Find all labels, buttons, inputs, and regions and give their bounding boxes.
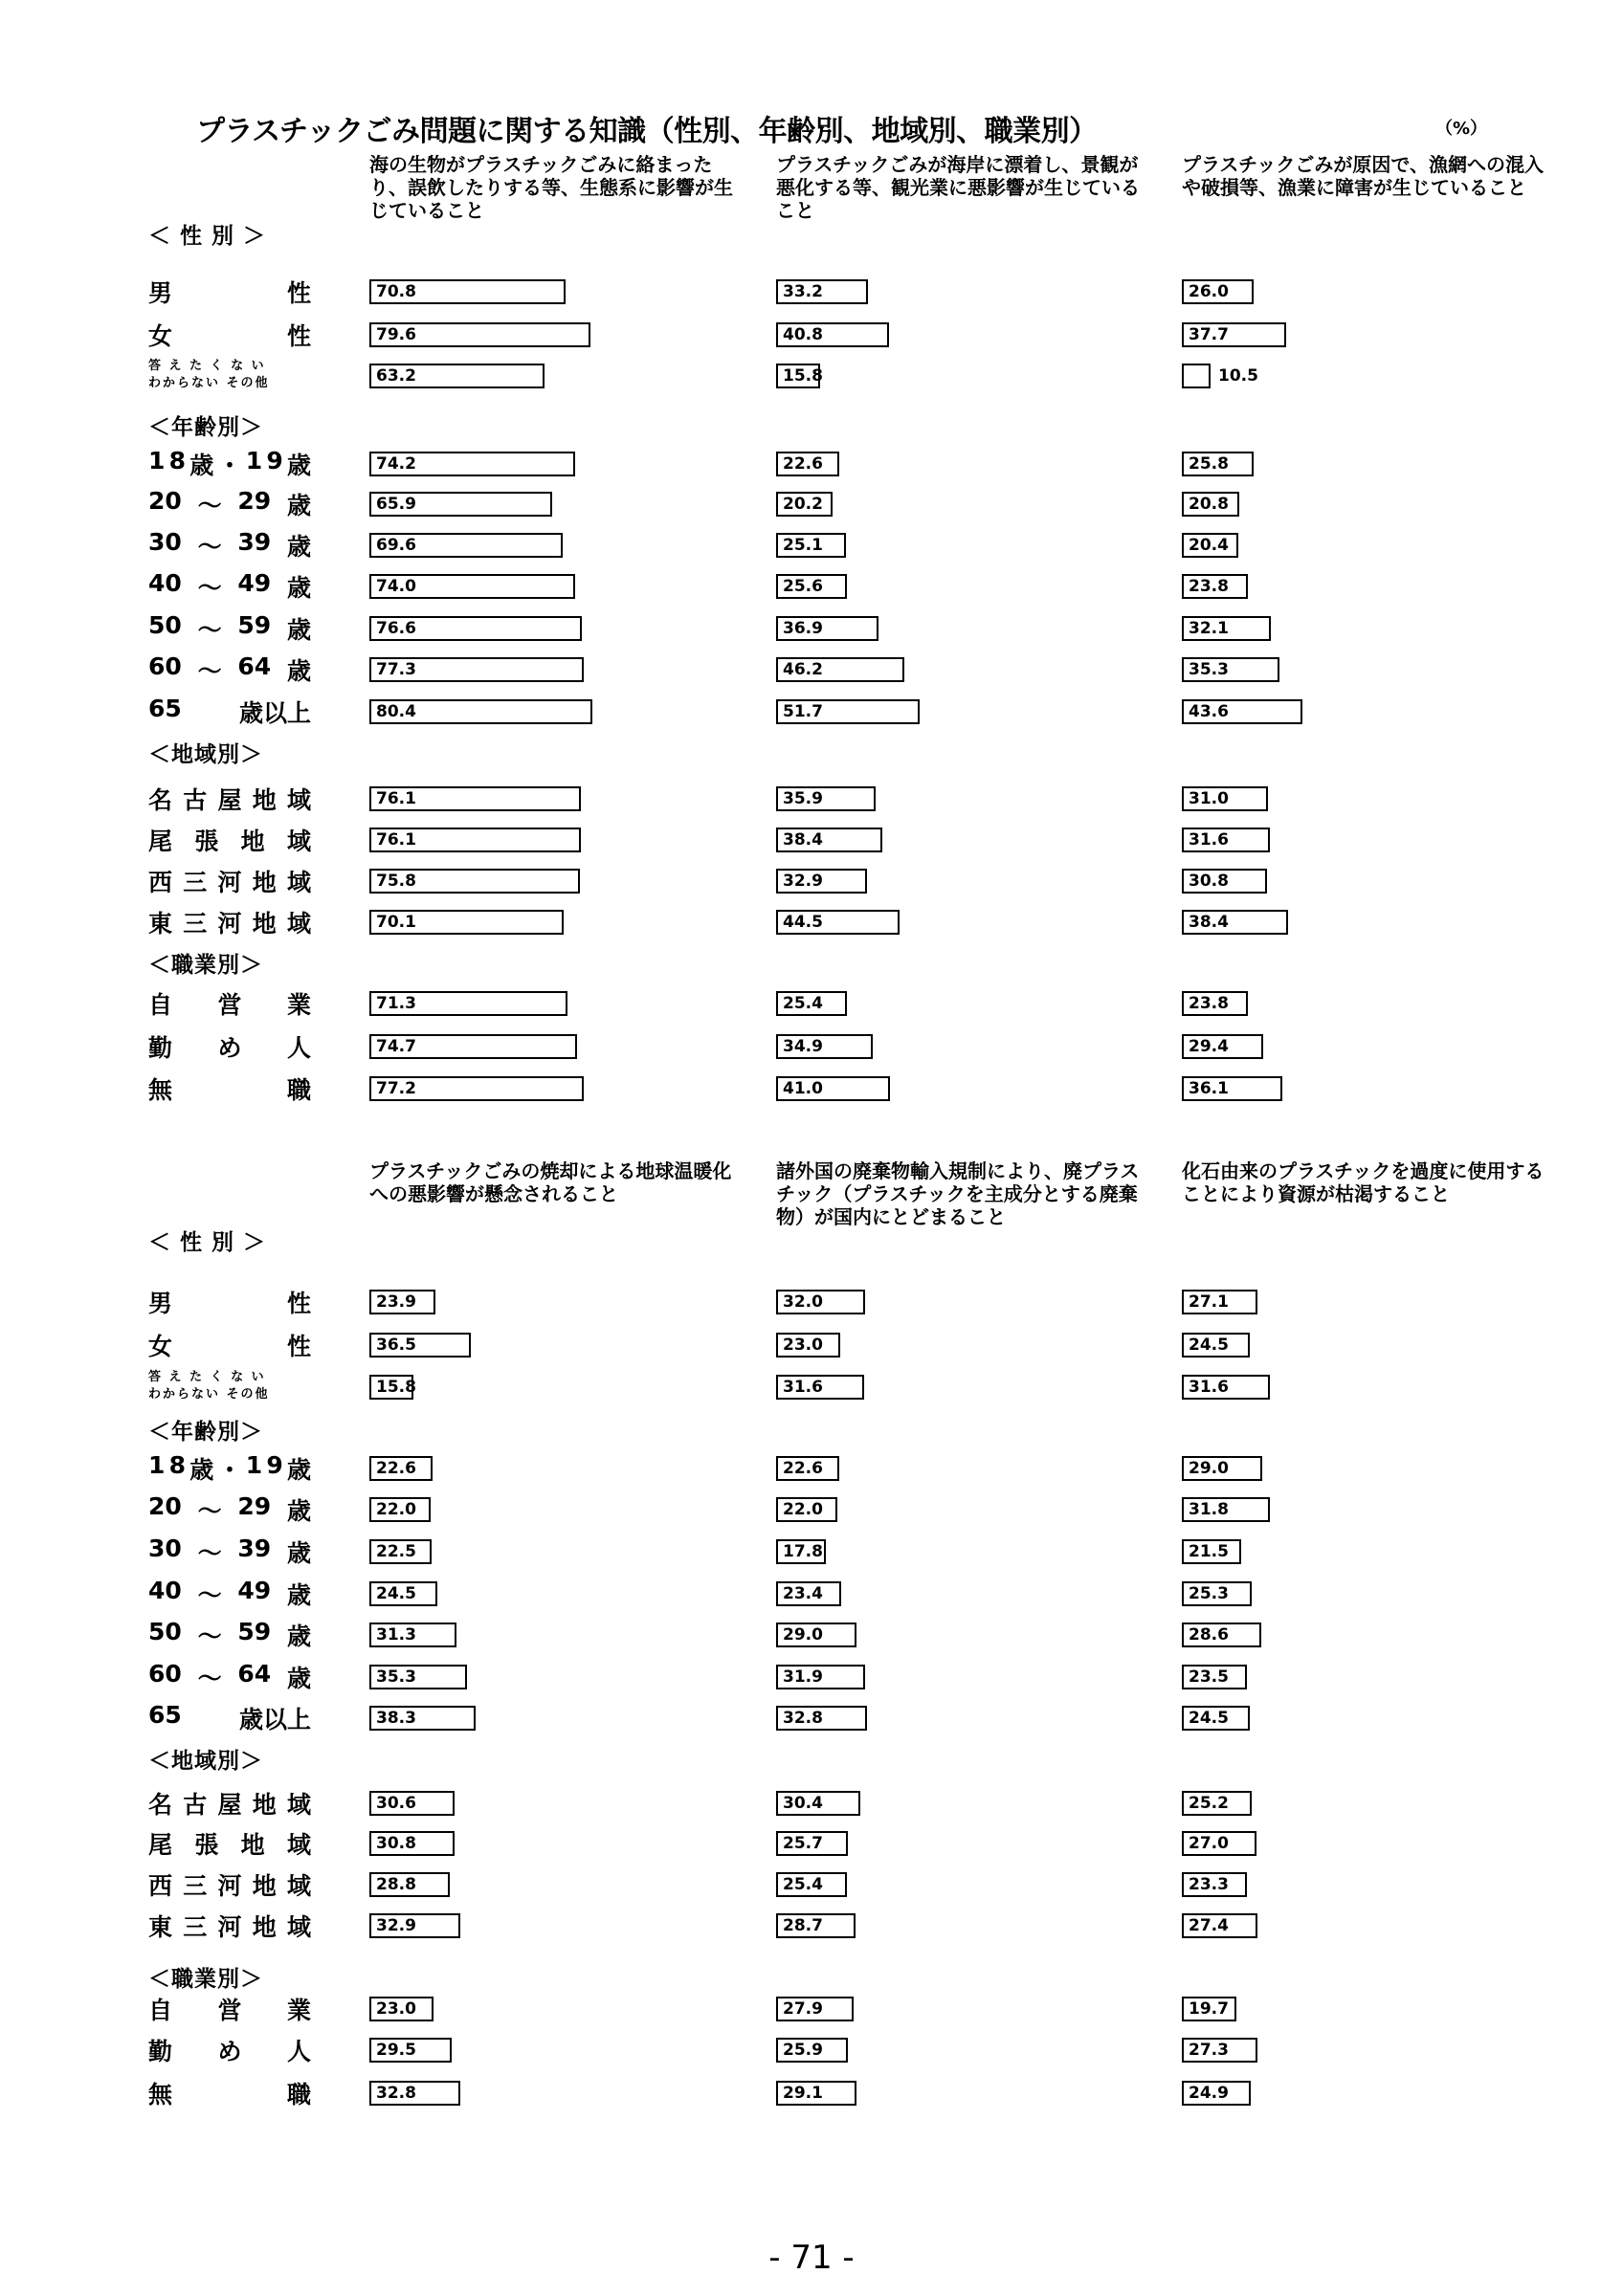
row-label-part: ～ — [197, 1539, 222, 1567]
row-label-part: ～ — [197, 574, 222, 602]
row-label-part: ～ — [197, 1665, 222, 1692]
row-label-part: 域 — [286, 1831, 311, 1859]
series-header: プラスチックごみが原因で、漁網への混入や破損等、漁業に障害が生じていること — [1182, 153, 1544, 199]
row-label-part: 三 — [183, 869, 208, 896]
data-label: 63.2 — [376, 366, 416, 386]
data-label: 76.1 — [376, 830, 416, 850]
row-label-part: 歳 — [286, 1456, 311, 1484]
data-label: 32.9 — [783, 872, 823, 891]
row-label — [148, 986, 311, 1021]
data-label: 34.9 — [783, 1037, 823, 1056]
series-header: プラスチックごみが海岸に漂着し、景観が悪化する等、観光業に悪影響が生じていること — [776, 153, 1140, 222]
row-label-part: 49 — [237, 1577, 272, 1604]
data-label: 51.7 — [783, 702, 823, 721]
row-label — [148, 1786, 311, 1821]
row-label-part: 人 — [286, 1034, 311, 1062]
row-label-part: 古 — [183, 786, 208, 814]
row-label-part: 三 — [183, 910, 208, 938]
row-label-part: 性 — [286, 279, 311, 307]
data-label: 31.6 — [1189, 830, 1229, 850]
data-label: 74.0 — [376, 577, 416, 596]
row-label-part: ・ — [217, 452, 242, 479]
data-label: 35.3 — [376, 1667, 416, 1687]
data-label: 74.7 — [376, 1037, 416, 1056]
row-label-part: 張 — [194, 828, 219, 855]
row-label-part: 西 — [148, 1872, 173, 1900]
row-label — [148, 1577, 311, 1611]
data-label: 27.4 — [1189, 1916, 1229, 1935]
row-label-part: 勤 — [148, 1034, 173, 1062]
row-label-part: 64 — [237, 652, 272, 680]
data-label: 44.5 — [783, 913, 823, 932]
row-label-part: 歳以上 — [238, 699, 311, 727]
data-label: 32.8 — [376, 2084, 416, 2103]
row-label — [148, 528, 311, 563]
row-label-part: 河 — [217, 1872, 242, 1900]
row-label-part: 域 — [286, 786, 311, 814]
row-label-part: 域 — [286, 1913, 311, 1941]
row-label — [148, 1534, 311, 1569]
row-label — [148, 611, 311, 646]
row-label-part: 業 — [286, 1997, 311, 2024]
data-label: 25.1 — [783, 536, 823, 555]
row-label — [148, 1618, 311, 1652]
data-label: 31.8 — [1189, 1500, 1229, 1519]
row-label-part: 名 — [148, 786, 173, 814]
data-label: 29.5 — [376, 2041, 416, 2060]
row-label-part: ～ — [197, 657, 222, 685]
data-label: 80.4 — [376, 702, 416, 721]
row-label-part: 尾 — [148, 828, 173, 855]
row-label-part: 地 — [252, 1791, 277, 1819]
data-label: 22.0 — [376, 1500, 416, 1519]
row-label — [148, 1451, 311, 1486]
data-label: 76.1 — [376, 789, 416, 808]
row-label — [148, 864, 311, 898]
group-header: ＜年齢別＞ — [148, 415, 263, 440]
row-label-part: 職 — [286, 1076, 311, 1104]
data-label: 31.3 — [376, 1625, 416, 1645]
row-label-part: 39 — [237, 528, 272, 556]
row-label — [148, 2033, 311, 2067]
row-label-part: 営 — [217, 991, 242, 1019]
data-label: 31.0 — [1189, 789, 1229, 808]
row-label — [148, 652, 311, 687]
row-label-part: 三 — [183, 1913, 208, 1941]
data-label: 25.4 — [783, 1875, 823, 1894]
page-title: プラスチックごみ問題に関する知識（性別、年齢別、地域別、職業別） — [196, 115, 1098, 148]
data-label: 28.8 — [376, 1875, 416, 1894]
row-label-part: 職 — [286, 2081, 311, 2108]
row-label-part: 1 — [148, 447, 166, 475]
row-label-part: 59 — [237, 611, 272, 639]
data-label: 15.8 — [783, 366, 823, 386]
group-header: ＜ 性 別 ＞ — [148, 224, 267, 249]
data-label: 23.3 — [1189, 1875, 1229, 1894]
series-header: プラスチックごみの焼却による地球温暖化への悪影響が懸念されること — [369, 1159, 732, 1205]
row-label — [148, 2076, 311, 2110]
row-label — [148, 782, 311, 816]
data-label: 35.9 — [783, 789, 823, 808]
row-label — [148, 1867, 311, 1902]
data-label: 23.4 — [783, 1584, 823, 1603]
row-label-part: 歳 — [286, 1665, 311, 1692]
data-label: 75.8 — [376, 872, 416, 891]
row-label-part: 女 — [148, 1333, 173, 1360]
row-label-part: 無 — [148, 1076, 173, 1104]
data-label: 28.7 — [783, 1916, 823, 1935]
row-label — [148, 318, 311, 352]
data-label: 41.0 — [783, 1079, 823, 1098]
data-label: 29.1 — [783, 2084, 823, 2103]
row-label-part: 西 — [148, 869, 173, 896]
data-label: 23.9 — [376, 1292, 416, 1312]
row-label-part: 59 — [237, 1618, 272, 1645]
row-label-part: 自 — [148, 991, 173, 1019]
row-label-part: 地 — [252, 910, 277, 938]
group-header: ＜地域別＞ — [148, 742, 263, 767]
data-label: 22.6 — [783, 454, 823, 474]
row-label-part: 営 — [217, 1997, 242, 2024]
data-label: 20.8 — [1189, 495, 1229, 514]
data-label: 25.8 — [1189, 454, 1229, 474]
row-label-part: ～ — [197, 1497, 222, 1525]
data-label: 23.5 — [1189, 1667, 1229, 1687]
row-label-part: 9 — [266, 447, 283, 475]
series-header: 海の生物がプラスチックごみに絡まったり、誤飲したりする等、生態系に影響が生じていること — [369, 153, 733, 222]
data-label: 31.9 — [783, 1667, 823, 1687]
row-label-part: 性 — [286, 1333, 311, 1360]
row-label-part: 地 — [252, 786, 277, 814]
data-label: 32.0 — [783, 1292, 823, 1312]
data-label: 77.3 — [376, 660, 416, 679]
row-label-part: 河 — [217, 869, 242, 896]
row-label — [148, 1285, 311, 1319]
data-label: 30.8 — [1189, 872, 1229, 891]
row-label-part: ～ — [197, 492, 222, 519]
data-label: 32.1 — [1189, 619, 1229, 638]
row-label-line: 答 え た く な い — [148, 359, 266, 373]
data-label: 19.7 — [1189, 1999, 1229, 2019]
row-label-part: め — [217, 2038, 242, 2065]
row-label — [148, 1660, 311, 1694]
row-label-part: 無 — [148, 2081, 173, 2108]
bar — [1182, 364, 1211, 388]
row-label-part: 40 — [148, 569, 182, 597]
row-label-part: 歳 — [286, 492, 311, 519]
data-label: 32.8 — [783, 1709, 823, 1728]
data-label: 10.5 — [1218, 366, 1258, 386]
data-label: 38.4 — [1189, 913, 1229, 932]
data-label: 22.5 — [376, 1542, 416, 1561]
data-label: 36.1 — [1189, 1079, 1229, 1098]
row-label — [148, 1492, 311, 1527]
row-label-part: ～ — [197, 1581, 222, 1609]
row-label — [148, 1328, 311, 1362]
data-label: 29.0 — [783, 1625, 823, 1645]
row-label-line: わからない その他 — [148, 376, 270, 390]
row-label-part: 域 — [286, 910, 311, 938]
row-label-part: 歳 — [286, 1497, 311, 1525]
data-label: 27.3 — [1189, 2041, 1229, 2060]
row-label — [148, 275, 311, 309]
row-label-part: 29 — [237, 487, 272, 515]
group-header: ＜ 性 別 ＞ — [148, 1230, 267, 1255]
row-label-part: 歳 — [189, 1456, 214, 1484]
row-label-part: 20 — [148, 1492, 182, 1520]
row-label-part: 40 — [148, 1577, 182, 1604]
row-label-part: 60 — [148, 652, 182, 680]
data-label: 27.1 — [1189, 1292, 1229, 1312]
data-label: 27.0 — [1189, 1834, 1229, 1853]
data-label: 24.5 — [376, 1584, 416, 1603]
row-label-part: 勤 — [148, 2038, 173, 2065]
data-label: 17.8 — [783, 1542, 823, 1561]
row-label-part: 男 — [148, 1290, 173, 1317]
data-label: 38.3 — [376, 1709, 416, 1728]
data-label: 37.7 — [1189, 325, 1229, 344]
row-label-part: 1 — [245, 447, 263, 475]
group-header: ＜職業別＞ — [148, 953, 263, 978]
data-label: 71.3 — [376, 994, 416, 1013]
data-label: 21.5 — [1189, 1542, 1229, 1561]
row-label-part: 河 — [217, 910, 242, 938]
data-label: 70.1 — [376, 913, 416, 932]
data-label: 22.6 — [376, 1459, 416, 1478]
group-header: ＜地域別＞ — [148, 1749, 263, 1774]
data-label: 33.2 — [783, 282, 823, 301]
row-label-part: 地 — [252, 1913, 277, 1941]
data-label: 40.8 — [783, 325, 823, 344]
row-label — [148, 1701, 311, 1735]
data-label: 25.6 — [783, 577, 823, 596]
data-label: 76.6 — [376, 619, 416, 638]
row-label-part: 20 — [148, 487, 182, 515]
row-label-part: 50 — [148, 611, 182, 639]
row-label-part: 性 — [286, 322, 311, 350]
row-label-part: 地 — [240, 828, 265, 855]
row-label-part: 張 — [194, 1831, 219, 1859]
row-label-part: 歳 — [286, 1581, 311, 1609]
row-label-part: 1 — [148, 1451, 166, 1479]
row-label-part: ～ — [197, 1623, 222, 1650]
row-label — [148, 1909, 311, 1943]
data-label: 30.4 — [783, 1794, 823, 1813]
data-label: 22.0 — [783, 1500, 823, 1519]
data-label: 20.4 — [1189, 536, 1229, 555]
row-label-part: 8 — [168, 1451, 187, 1479]
row-label-part: 39 — [237, 1534, 272, 1562]
row-label — [148, 1369, 311, 1403]
data-label: 25.7 — [783, 1834, 823, 1853]
data-label: 30.8 — [376, 1834, 416, 1853]
row-label-part: ・ — [217, 1456, 242, 1484]
row-label — [148, 1029, 311, 1064]
row-label-line: 答 え た く な い — [148, 1370, 266, 1384]
data-label: 46.2 — [783, 660, 823, 679]
series-header: 化石由来のプラスチックを過度に使用することにより資源が枯渇すること — [1182, 1159, 1545, 1205]
data-label: 24.5 — [1189, 1336, 1229, 1355]
row-label — [148, 905, 311, 939]
row-label-part: 古 — [183, 1791, 208, 1819]
data-label: 36.5 — [376, 1336, 416, 1355]
data-label: 31.6 — [783, 1378, 823, 1397]
row-label-part: 49 — [237, 569, 272, 597]
row-label-part: 人 — [286, 2038, 311, 2065]
data-label: 22.6 — [783, 1459, 823, 1478]
data-label: 35.3 — [1189, 660, 1229, 679]
row-label-part: ～ — [197, 533, 222, 561]
data-label: 23.8 — [1189, 994, 1229, 1013]
row-label-part: 東 — [148, 910, 173, 938]
row-label-part: 業 — [286, 991, 311, 1019]
data-label: 65.9 — [376, 495, 416, 514]
row-label-part: 屋 — [217, 786, 242, 814]
data-label: 32.9 — [376, 1916, 416, 1935]
row-label — [148, 1826, 311, 1861]
data-label: 26.0 — [1189, 282, 1229, 301]
row-label-part: 1 — [245, 1451, 263, 1479]
row-label-part: 9 — [266, 1451, 283, 1479]
data-label: 31.6 — [1189, 1378, 1229, 1397]
page-number: - 71 - — [768, 2239, 855, 2277]
unit-label: （%） — [1435, 119, 1488, 139]
row-label-part: 歳 — [286, 452, 311, 479]
row-label-line: わからない その他 — [148, 1387, 270, 1402]
data-label: 29.4 — [1189, 1037, 1229, 1056]
data-label: 27.9 — [783, 1999, 823, 2019]
data-label: 23.0 — [783, 1336, 823, 1355]
data-label: 29.0 — [1189, 1459, 1229, 1478]
row-label-part: ～ — [197, 616, 222, 644]
row-label-part: 自 — [148, 1997, 173, 2024]
data-label: 23.8 — [1189, 577, 1229, 596]
data-label: 25.2 — [1189, 1794, 1229, 1813]
group-header: ＜職業別＞ — [148, 1967, 263, 1992]
row-label-part: 50 — [148, 1618, 182, 1645]
series-header: 諸外国の廃棄物輸入規制により、廃プラスチック（プラスチックを主成分とする廃棄物）が国内にとどまること — [776, 1159, 1140, 1228]
row-label-part: 歳 — [286, 657, 311, 685]
row-label-part: 30 — [148, 528, 182, 556]
data-label: 24.9 — [1189, 2084, 1229, 2103]
row-label-part: 尾 — [148, 1831, 173, 1859]
row-label-part: 歳 — [286, 1539, 311, 1567]
row-label — [148, 1992, 311, 2026]
row-label — [148, 823, 311, 857]
row-label-part: 30 — [148, 1534, 182, 1562]
row-label-part: 域 — [286, 828, 311, 855]
row-label-part: 歳 — [189, 452, 214, 479]
row-label-part: 域 — [286, 869, 311, 896]
row-label-part: 屋 — [217, 1791, 242, 1819]
data-label: 25.9 — [783, 2041, 823, 2060]
data-label: 74.2 — [376, 454, 416, 474]
row-label-part: 東 — [148, 1913, 173, 1941]
row-label-part: 64 — [237, 1660, 272, 1688]
row-label-part: め — [217, 1034, 242, 1062]
row-label-part: 65 — [148, 695, 182, 722]
row-label-part: 29 — [237, 1492, 272, 1520]
row-label-part: 歳 — [286, 574, 311, 602]
row-label-part: 女 — [148, 322, 173, 350]
row-label-part: 8 — [168, 447, 187, 475]
row-label-part: 地 — [252, 1872, 277, 1900]
row-label — [148, 487, 311, 521]
row-label-part: 歳 — [286, 616, 311, 644]
row-label-part: 65 — [148, 1701, 182, 1729]
data-label: 69.6 — [376, 536, 416, 555]
row-label — [148, 695, 311, 729]
row-label-part: 60 — [148, 1660, 182, 1688]
row-label-part: 歳以上 — [238, 1706, 311, 1733]
data-label: 28.6 — [1189, 1625, 1229, 1645]
data-label: 79.6 — [376, 325, 416, 344]
row-label-part: 地 — [252, 869, 277, 896]
data-label: 24.5 — [1189, 1709, 1229, 1728]
data-label: 15.8 — [376, 1378, 416, 1397]
row-label-part: 三 — [183, 1872, 208, 1900]
row-label — [148, 569, 311, 604]
row-label — [148, 447, 311, 481]
data-label: 38.4 — [783, 830, 823, 850]
row-label-part: 河 — [217, 1913, 242, 1941]
row-label — [148, 358, 311, 392]
row-label-part: 歳 — [286, 1623, 311, 1650]
data-label: 36.9 — [783, 619, 823, 638]
row-label-part: 男 — [148, 279, 173, 307]
row-label-part: 域 — [286, 1872, 311, 1900]
group-header: ＜年齢別＞ — [148, 1420, 263, 1445]
data-label: 30.6 — [376, 1794, 416, 1813]
row-label — [148, 1071, 311, 1106]
data-label: 20.2 — [783, 495, 823, 514]
data-label: 77.2 — [376, 1079, 416, 1098]
row-label-part: 性 — [286, 1290, 311, 1317]
data-label: 43.6 — [1189, 702, 1229, 721]
data-label: 25.3 — [1189, 1584, 1229, 1603]
row-label-part: 歳 — [286, 533, 311, 561]
data-label: 70.8 — [376, 282, 416, 301]
data-label: 23.0 — [376, 1999, 416, 2019]
row-label-part: 名 — [148, 1791, 173, 1819]
row-label-part: 域 — [286, 1791, 311, 1819]
data-label: 25.4 — [783, 994, 823, 1013]
row-label-part: 地 — [240, 1831, 265, 1859]
